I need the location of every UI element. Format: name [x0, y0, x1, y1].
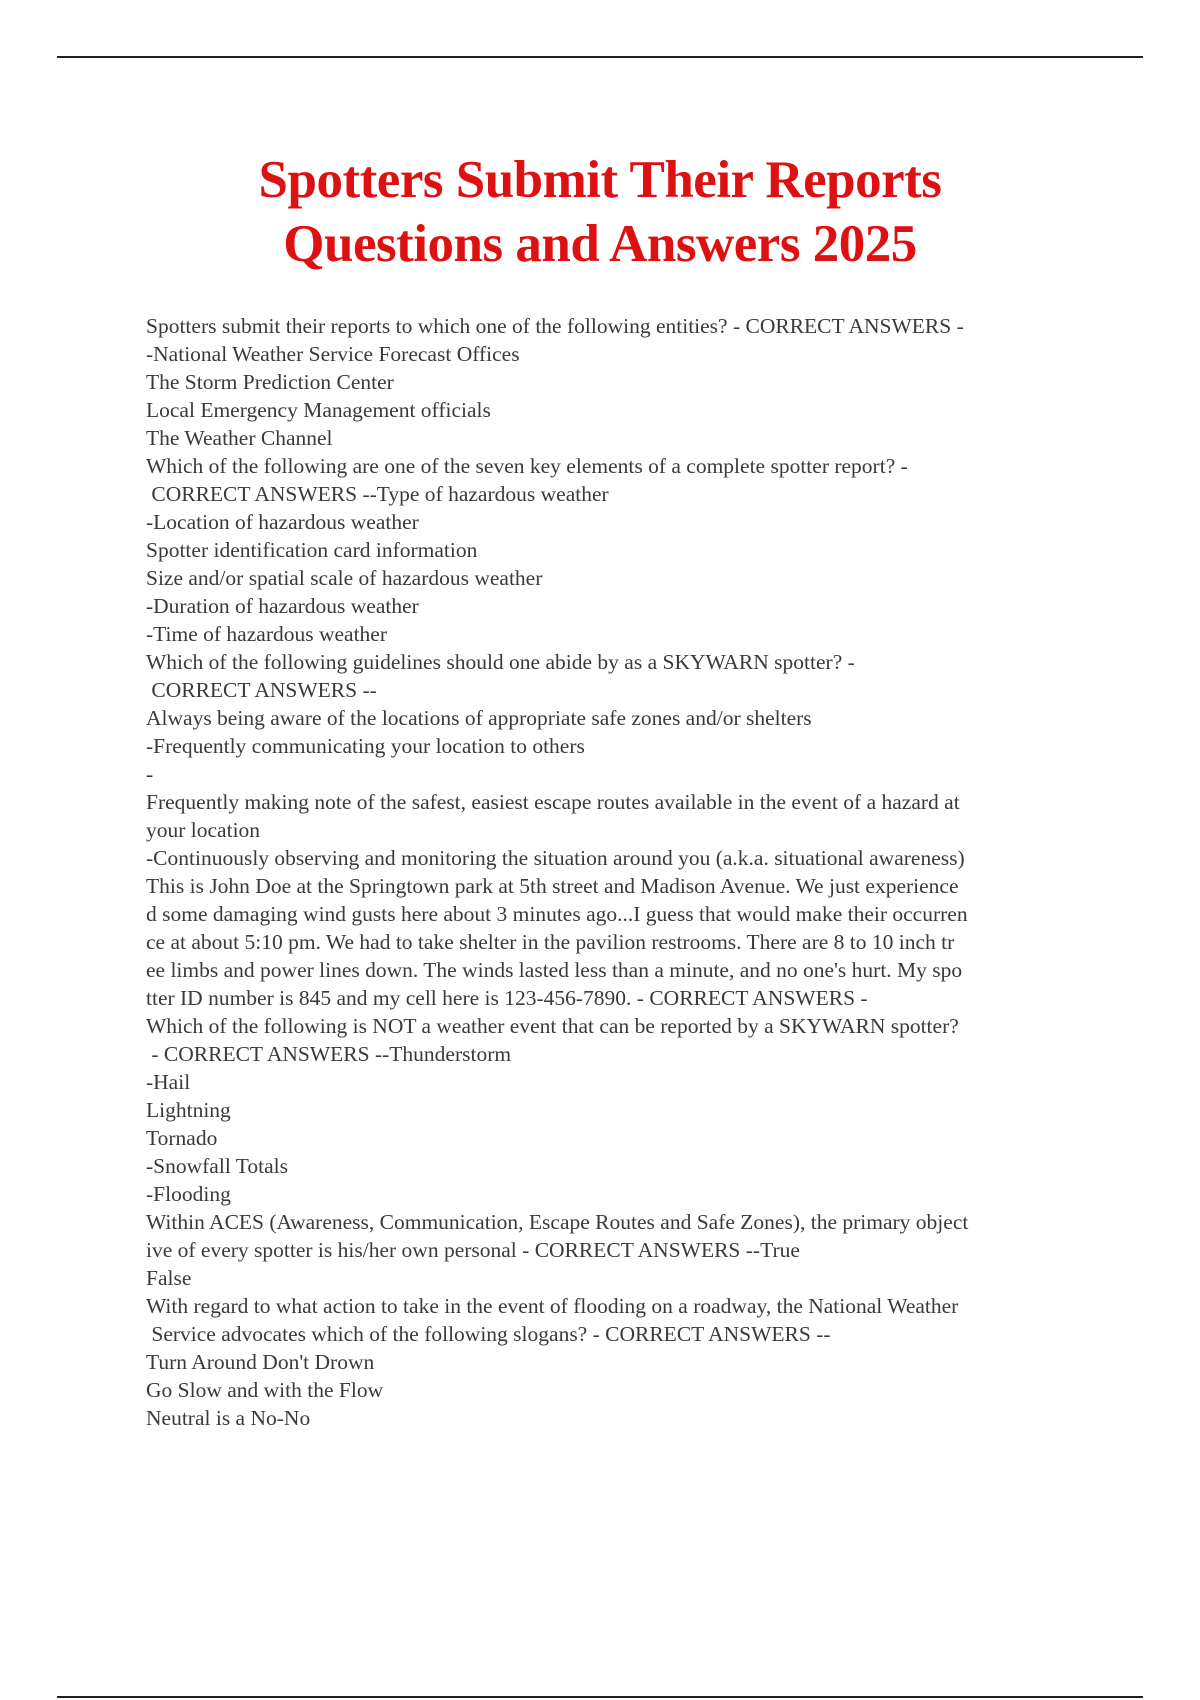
body-text-line: -National Weather Service Forecast Offices	[146, 342, 520, 366]
body-text-line: The Storm Prediction Center	[146, 370, 394, 394]
body-text-line: -Frequently communicating your location to others	[146, 734, 585, 758]
body-text-line: ce at about 5:10 pm. We had to take shelter in the pavilion restrooms. There are 8 to 10 inch tr	[146, 930, 955, 954]
body-text-line: -	[146, 762, 154, 786]
document-title	[0, 148, 1200, 276]
body-text-line: tter ID number is 845 and my cell here is 123-456-7890. - CORRECT ANSWERS -	[146, 986, 868, 1010]
body-text-line: -Time of hazardous weather	[146, 622, 388, 646]
body-text-line: ee limbs and power lines down. The winds lasted less than a minute, and no one's hurt. My spo	[146, 958, 963, 982]
body-text-line: Neutral is a No-No	[146, 1406, 311, 1430]
body-text-line: your location	[146, 818, 261, 842]
body-text-line: - CORRECT ANSWERS --Thunderstorm	[146, 1042, 512, 1066]
header-rule	[57, 56, 1143, 58]
body-text-line: The Weather Channel	[146, 426, 333, 450]
title-line-1: Spotters Submit Their Reports	[258, 151, 942, 209]
title-line-2: Questions and Answers 2025	[283, 215, 917, 273]
body-text-line: False	[146, 1266, 192, 1290]
body-text-line: Go Slow and with the Flow	[146, 1378, 384, 1402]
body-text-line: This is John Doe at the Springtown park at 5th street and Madison Avenue. We just experience	[146, 874, 959, 898]
body-text-line: Turn Around Don't Drown	[146, 1350, 375, 1374]
body-text-line: Spotter identification card information	[146, 538, 478, 562]
document-body	[146, 312, 1096, 1432]
body-text-line: -Duration of hazardous weather	[146, 594, 419, 618]
body-text-line: Within ACES (Awareness, Communication, Escape Routes and Safe Zones), the primary object	[146, 1210, 969, 1234]
body-text-line: Lightning	[146, 1098, 231, 1122]
body-text-line: CORRECT ANSWERS --	[146, 678, 377, 702]
body-text-line: -Flooding	[146, 1182, 231, 1206]
body-text-line: -Hail	[146, 1070, 191, 1094]
body-text-line: Size and/or spatial scale of hazardous weather	[146, 566, 543, 590]
body-text-line: Always being aware of the locations of appropriate safe zones and/or shelters	[146, 706, 812, 730]
body-text-line: -Continuously observing and monitoring the situation around you (a.k.a. situational awareness)	[146, 846, 965, 870]
body-text-line: CORRECT ANSWERS --Type of hazardous weather	[146, 482, 609, 506]
body-text-line: -Snowfall Totals	[146, 1154, 289, 1178]
body-text-line: Spotters submit their reports to which one of the following entities? - CORRECT ANSWERS -	[146, 314, 964, 338]
body-text-line: Frequently making note of the safest, easiest escape routes available in the event of a hazard at	[146, 790, 960, 814]
body-text-line: Local Emergency Management officials	[146, 398, 491, 422]
body-text-line: With regard to what action to take in the event of flooding on a roadway, the National Weather	[146, 1294, 959, 1318]
body-text-line: ive of every spotter is his/her own personal - CORRECT ANSWERS --True	[146, 1238, 800, 1262]
body-text-line: Service advocates which of the following slogans? - CORRECT ANSWERS --	[146, 1322, 831, 1346]
body-text-line: Which of the following guidelines should one abide by as a SKYWARN spotter? -	[146, 650, 855, 674]
body-text-line: Tornado	[146, 1126, 218, 1150]
body-text-line: d some damaging wind gusts here about 3 minutes ago...I guess that would make their occurren	[146, 902, 968, 926]
body-text-line: -Location of hazardous weather	[146, 510, 419, 534]
body-text-line: Which of the following is NOT a weather event that can be reported by a SKYWARN spotter?	[146, 1014, 959, 1038]
footer-rule	[57, 1696, 1143, 1698]
body-text-line: Which of the following are one of the seven key elements of a complete spotter report? -	[146, 454, 908, 478]
